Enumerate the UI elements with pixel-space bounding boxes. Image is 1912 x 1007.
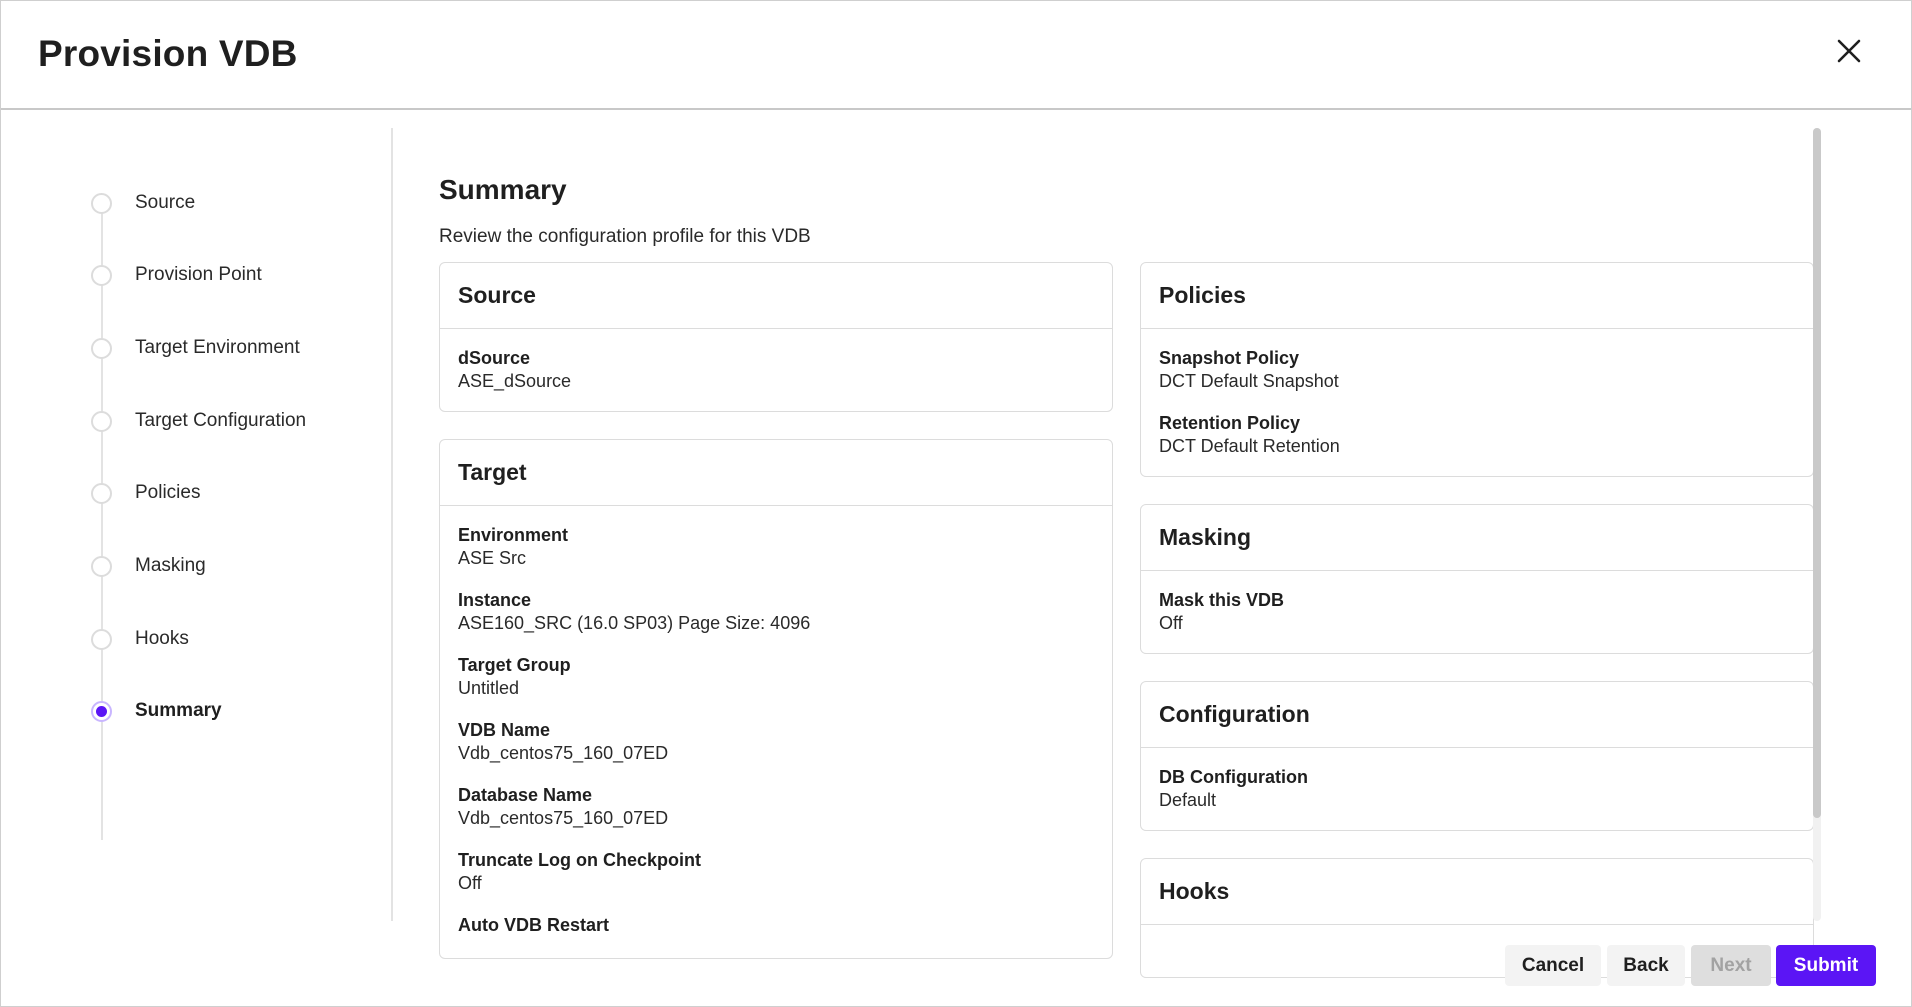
- summary-title: Summary: [439, 174, 567, 205]
- field-vdb-name: [458, 719, 1094, 765]
- step-indicator: [91, 265, 112, 286]
- card-title: Hooks: [1141, 859, 1813, 925]
- field-db-configuration: [1159, 766, 1795, 812]
- step-summary[interactable]: [91, 699, 222, 723]
- next-button[interactable]: Next: [1691, 945, 1771, 986]
- source-card: [439, 262, 1113, 412]
- dialog-header: [1, 1, 1911, 110]
- step-label: Summary: [135, 700, 222, 721]
- card-title: Policies: [1141, 263, 1813, 329]
- field-value: Vdb_centos75_160_07ED: [458, 808, 669, 828]
- field-label: Database Name: [458, 785, 593, 805]
- step-hooks[interactable]: [91, 627, 189, 651]
- wizard-stepper: [1, 128, 393, 921]
- step-indicator-active: [91, 701, 112, 722]
- field-value: DCT Default Retention: [1159, 436, 1340, 456]
- field-value: Off: [458, 873, 482, 893]
- field-label: Truncate Log on Checkpoint: [458, 850, 702, 870]
- field-instance: [458, 589, 1094, 635]
- field-value: Vdb_centos75_160_07ED: [458, 743, 669, 763]
- target-card: [439, 439, 1113, 959]
- field-dsource: [458, 347, 1094, 393]
- card-title: Target: [440, 440, 1112, 506]
- step-indicator: [91, 556, 112, 577]
- field-value: ASE160_SRC (16.0 SP03) Page Size: 4096: [458, 613, 811, 633]
- step-provision-point[interactable]: [91, 263, 262, 287]
- field-label: dSource: [458, 348, 531, 368]
- step-label: Masking: [135, 555, 206, 576]
- close-button[interactable]: [1833, 35, 1865, 67]
- field-label: Auto VDB Restart: [458, 915, 610, 935]
- field-truncate-log: [458, 849, 1094, 895]
- step-target-configuration[interactable]: [91, 409, 306, 433]
- field-snapshot-policy: [1159, 347, 1795, 393]
- step-source[interactable]: [91, 191, 195, 215]
- step-label: Policies: [135, 482, 201, 503]
- step-label: Source: [135, 192, 196, 213]
- field-database-name: [458, 784, 1094, 830]
- field-mask-this-vdb: [1159, 589, 1795, 635]
- masking-card: [1140, 504, 1814, 654]
- step-masking[interactable]: [91, 554, 206, 578]
- field-value: Default: [1159, 790, 1217, 810]
- step-indicator: [91, 193, 112, 214]
- field-value: Untitled: [458, 678, 520, 698]
- field-value: ASE_dSource: [458, 371, 572, 391]
- back-button[interactable]: Back: [1607, 945, 1685, 986]
- step-indicator: [91, 411, 112, 432]
- submit-button[interactable]: Submit: [1776, 945, 1876, 986]
- field-target-group: [458, 654, 1094, 700]
- cancel-button[interactable]: Cancel: [1505, 945, 1601, 986]
- step-label: Target Environment: [135, 337, 300, 358]
- field-label: VDB Name: [458, 720, 551, 740]
- step-label: Target Configuration: [135, 410, 307, 431]
- field-label: DB Configuration: [1159, 767, 1308, 787]
- policies-card: [1140, 262, 1814, 477]
- step-label: Hooks: [135, 628, 189, 649]
- summary-content: [395, 128, 1819, 935]
- close-icon: [1833, 35, 1865, 67]
- field-label: Target Group: [458, 655, 571, 675]
- step-label: Provision Point: [135, 264, 262, 285]
- step-indicator: [91, 629, 112, 650]
- step-indicator: [91, 483, 112, 504]
- step-policies[interactable]: [91, 481, 200, 505]
- field-environment: [458, 524, 1094, 570]
- field-value: ASE Src: [458, 548, 527, 568]
- field-retention-policy: [1159, 412, 1795, 458]
- field-label: Instance: [458, 590, 532, 610]
- content-scrollbar-thumb[interactable]: [1813, 128, 1821, 818]
- field-label: Environment: [458, 525, 569, 545]
- step-indicator: [91, 338, 112, 359]
- stepper-rail: [101, 203, 103, 840]
- configuration-card: [1140, 681, 1814, 831]
- field-label: Mask this VDB: [1159, 590, 1285, 610]
- field-auto-vdb-restart: [458, 914, 1094, 937]
- step-target-environment[interactable]: [91, 336, 300, 360]
- field-value: DCT Default Snapshot: [1159, 371, 1339, 391]
- field-label: Snapshot Policy: [1159, 348, 1300, 368]
- field-value: Off: [1159, 613, 1183, 633]
- card-title: Masking: [1141, 505, 1813, 571]
- card-title: Source: [440, 263, 1112, 329]
- summary-description: Review the configuration profile for this VDB: [439, 226, 811, 247]
- field-label: Retention Policy: [1159, 413, 1301, 433]
- dialog-title: Provision VDB: [38, 33, 298, 74]
- card-title: Configuration: [1141, 682, 1813, 748]
